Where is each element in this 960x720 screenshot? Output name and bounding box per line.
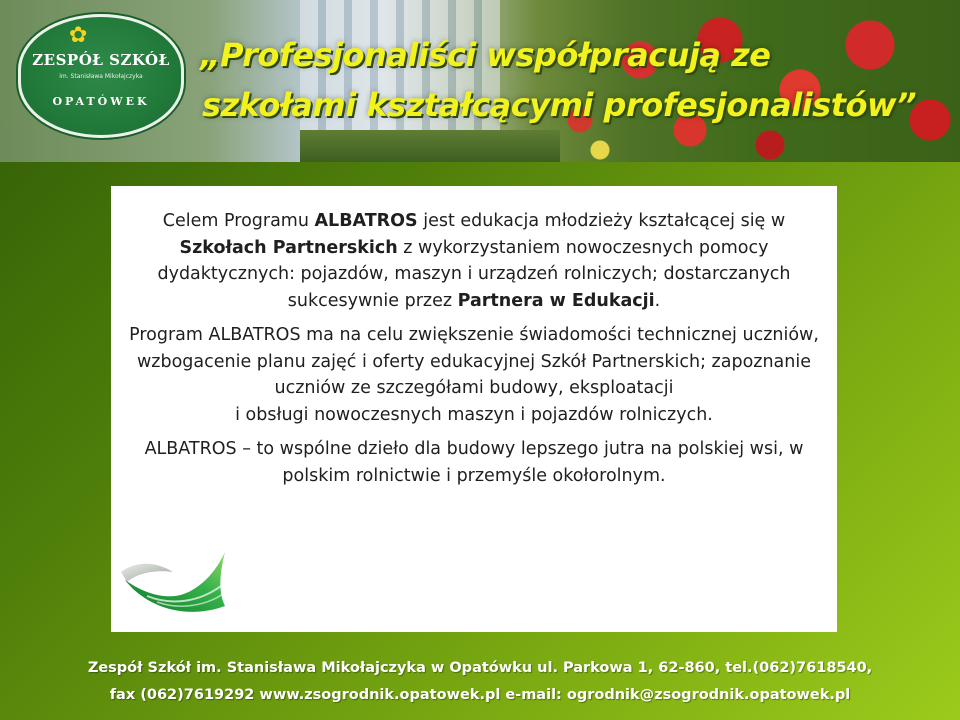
footer-web-email: fax (062)7619292 www.zsogrodnik.opatowek.pl e-mail: ogrodnik@zsogrodnik.opatowek.pl [109,687,851,703]
title-line-2: szkołami kształcącymi profesjonalistów” [202,86,917,124]
paragraph-aims: Program ALBATROS ma na celu zwiększenie świadomości technicznej uczniów, wzbogacenie planu zajęć i oferty edukacyjnej Szkół Partnerskich; zapoznanie uczniów ze szczegółami budowy, eksploatacji i obsługi nowoczesnych maszyn i pojazdów rolniczych. [129,325,819,425]
paragraph-summary: ALBATROS – to wspólne dzieło dla budowy lepszego jutra na polskiej wsi, w polskim rolnictwie i przemyśle okołorolnym. [144,439,804,486]
logo-town: OPATÓWEK [52,95,150,108]
education-partner: Partnera w Edukacji [457,290,655,311]
program-name: ALBATROS [314,211,418,231]
garden-photo [300,130,560,162]
flower-icon: ✿ [69,23,88,48]
program-description [121,208,827,497]
header-banner [0,0,960,162]
albatros-leaf-logo-icon [117,550,229,626]
logo-school-name: ZESPÓŁ SZKÓŁ [32,51,170,69]
school-logo[interactable] [18,14,184,138]
paragraph-goal: Celem Programu ALBATROS jest edukacja młodzieży kształcącej się w Szkołach Partnerskich z wykorzystaniem nowoczesnych pomocy dydaktycznych: pojazdów, maszyn i urządzeń rolniczych; dostarczanych sukcesywnie przez Partnera w Edukacji. [157,211,791,311]
content-panel [111,186,837,632]
title-line-1: „Profesjonaliści współpracują ze [200,36,771,74]
page-title [200,30,940,130]
footer-address: Zespół Szkół im. Stanisława Mikołajczyka w Opatówku ul. Parkowa 1, 62-860, tel.(062)7618540, [87,660,873,676]
footer-contact [0,655,960,709]
logo-patron: im. Stanisława Mikołajczyka [59,73,143,80]
partner-schools: Szkołach Partnerskich [179,237,398,258]
